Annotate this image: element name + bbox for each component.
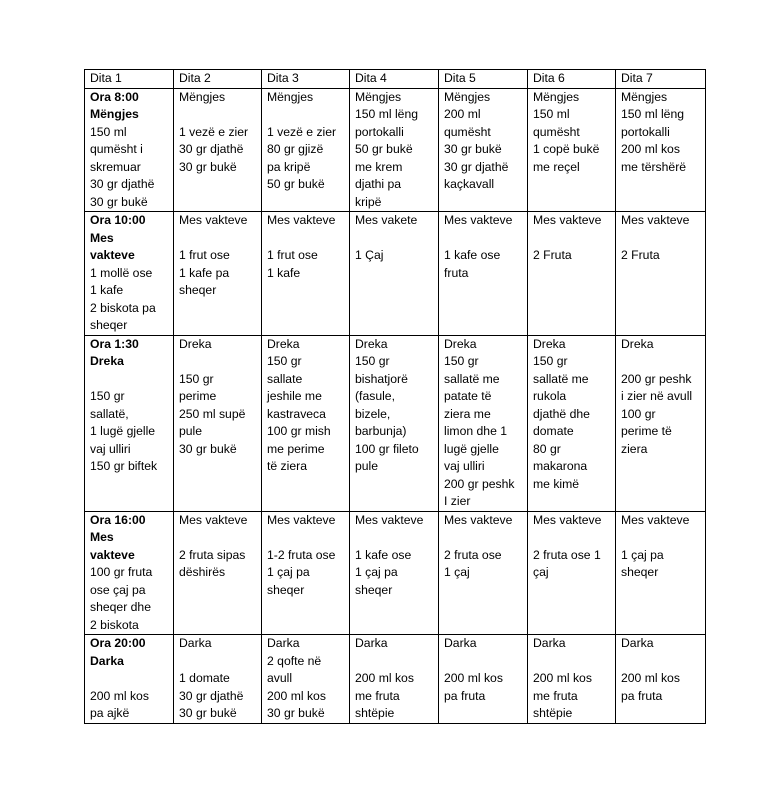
cell-line: 2 qofte në — [267, 653, 322, 668]
cell-line: 1 domate — [179, 671, 230, 685]
cell-line: shtëpie — [355, 706, 395, 720]
cell-line: qumësht — [444, 124, 491, 139]
cell-line: 2 Fruta — [621, 248, 660, 262]
cell-line — [444, 653, 525, 671]
cell-line: vakteve — [90, 547, 135, 562]
cell-line: rukola — [533, 389, 567, 403]
cell-line: Darka — [533, 636, 566, 650]
meal-time-cell — [85, 88, 174, 212]
cell-line: 2 fruta ose 1 — [533, 547, 601, 562]
meal-cell — [174, 88, 262, 212]
cell-line: sallatë, — [90, 406, 129, 421]
cell-line: Mes vakteve — [621, 512, 690, 527]
cell-line — [621, 529, 703, 547]
cell-line: 1 kafe — [267, 265, 301, 280]
cell-line: Mëngjes — [444, 89, 491, 104]
cell-line: Darka — [355, 636, 388, 650]
meal-cell — [350, 635, 439, 724]
cell-line: 150 gr — [267, 354, 302, 368]
cell-line: pa fruta — [621, 688, 663, 703]
cell-line: 150 gr — [90, 389, 125, 403]
meal-cell — [262, 212, 350, 336]
cell-line: avull — [267, 671, 293, 685]
cell-line: 200 ml — [444, 107, 481, 121]
cell-line: skremuar — [90, 159, 141, 174]
cell-line: pa ajkë — [90, 706, 130, 720]
cell-line: Darka — [621, 636, 654, 650]
cell-line: djathi pa — [355, 177, 402, 191]
cell-line: Dreka — [533, 336, 566, 351]
cell-line: 200 ml kos — [621, 671, 680, 685]
meal-cell — [616, 511, 706, 635]
meal-cell — [439, 212, 528, 336]
cell-line: Mëngjes — [267, 89, 314, 104]
cell-line — [355, 529, 436, 547]
cell-line: 50 gr bukë — [267, 177, 325, 191]
meal-time-cell — [85, 511, 174, 635]
cell-line: Darka — [444, 636, 477, 650]
cell-line: sallate — [267, 371, 303, 386]
cell-line: Mes vakteve — [621, 213, 690, 227]
cell-line — [267, 529, 347, 547]
cell-line: I zier — [444, 494, 471, 508]
cell-line: kaçkavall — [444, 177, 495, 191]
cell-line: Mes vakteve — [267, 512, 336, 527]
cell-line: 1-2 fruta ose — [267, 547, 336, 562]
cell-line: me fruta — [355, 688, 400, 703]
cell-line: (fasule, — [355, 389, 395, 403]
cell-line: kastraveca — [267, 406, 326, 421]
cell-line — [179, 106, 259, 124]
header-day-1: Dita 1 — [85, 70, 174, 89]
meal-cell — [174, 335, 262, 511]
cell-line: fruta — [444, 265, 469, 280]
cell-line: kripë — [355, 194, 382, 209]
meal-plan-body — [85, 70, 706, 724]
meal-plan-table — [84, 69, 706, 724]
cell-line: Mes — [90, 230, 114, 245]
cell-line: 1 çaj pa — [621, 547, 664, 562]
cell-line — [179, 653, 259, 671]
cell-line: portokalli — [355, 124, 404, 139]
cell-line: Mëngjes — [533, 89, 580, 104]
cell-line: perime të — [621, 424, 672, 438]
cell-line — [179, 353, 259, 371]
cell-line: Darka — [90, 653, 124, 668]
cell-line: 1 copë bukë — [533, 142, 600, 156]
header-day-4: Dita 4 — [350, 70, 439, 89]
cell-line: jeshile me — [267, 389, 322, 403]
meal-row — [85, 511, 706, 635]
meal-cell — [528, 212, 616, 336]
meal-row — [85, 212, 706, 336]
cell-line: 2 fruta ose — [444, 547, 502, 562]
cell-line: 1 frut ose — [179, 248, 230, 262]
cell-line: 1 Çaj — [355, 248, 384, 262]
cell-line — [90, 670, 171, 688]
cell-line — [444, 230, 525, 248]
meal-cell — [174, 511, 262, 635]
cell-line: vakteve — [90, 248, 135, 262]
cell-line: 2 biskota — [90, 617, 139, 632]
cell-line: 1 çaj pa — [267, 565, 310, 579]
meal-cell — [350, 88, 439, 212]
cell-line: 200 ml kos — [267, 688, 326, 703]
meal-cell — [439, 635, 528, 724]
cell-line: pa fruta — [444, 688, 486, 703]
cell-line: 1 lugë gjelle — [90, 424, 156, 438]
meal-cell — [262, 88, 350, 212]
meal-cell — [350, 335, 439, 511]
meal-cell — [262, 635, 350, 724]
cell-line: 30 gr djathë — [179, 142, 244, 156]
cell-line: perime — [179, 389, 217, 403]
cell-line — [621, 353, 703, 371]
cell-line: sheqer — [267, 582, 305, 597]
cell-line: 100 gr — [621, 406, 656, 421]
cell-line: 200 ml kos — [533, 671, 592, 685]
meal-cell — [616, 212, 706, 336]
cell-line: 100 gr mish — [267, 424, 331, 438]
cell-line: me kimë — [533, 476, 580, 491]
cell-line: 1 mollë ose — [90, 265, 153, 280]
meal-row — [85, 88, 706, 212]
cell-line: 30 gr bukë — [179, 159, 237, 174]
cell-line: Dreka — [621, 336, 654, 351]
cell-line — [179, 529, 259, 547]
cell-line: 2 fruta sipas — [179, 547, 246, 562]
cell-line: 1 kafe ose — [444, 248, 501, 262]
cell-line: sheqer — [90, 318, 128, 332]
cell-line: sheqer — [621, 565, 659, 579]
cell-line: 30 gr bukë — [179, 706, 237, 720]
cell-line: ziera me — [444, 406, 491, 421]
cell-line: 1 vezë e zier — [267, 124, 337, 139]
cell-line: 100 gr fruta — [90, 565, 153, 579]
cell-line: të ziera — [267, 459, 307, 473]
cell-line: i zier në avull — [621, 389, 693, 403]
cell-line: me tërshërë — [621, 159, 687, 174]
cell-line: Dreka — [444, 336, 477, 351]
cell-line: Mëngjes — [621, 89, 668, 104]
header-day-6: Dita 6 — [528, 70, 616, 89]
cell-line: sallatë me — [444, 371, 500, 386]
cell-line: 150 gr — [444, 354, 479, 368]
cell-line: 1 çaj — [444, 565, 470, 579]
cell-line: sheqer dhe — [90, 600, 151, 614]
cell-line: Mes vakteve — [179, 213, 248, 227]
meal-cell — [528, 335, 616, 511]
cell-line: 100 gr fileto — [355, 441, 419, 456]
cell-line: Mes vakteve — [444, 512, 513, 527]
cell-line: shtëpie — [533, 706, 573, 720]
cell-line: 150 gr — [533, 354, 568, 368]
meal-cell — [528, 635, 616, 724]
cell-line: 200 gr peshk — [444, 476, 515, 491]
cell-line: Ora 16:00 — [90, 512, 146, 527]
cell-line — [444, 529, 525, 547]
cell-line: 200 ml kos — [621, 142, 680, 156]
cell-line: Mëngjes — [90, 107, 139, 121]
header-row — [85, 70, 706, 89]
cell-line: çaj — [533, 565, 549, 579]
cell-line: 30 gr bukë — [90, 194, 148, 209]
cell-line: 150 ml lëng — [355, 107, 419, 121]
cell-line: 1 vezë e zier — [179, 124, 249, 139]
cell-line: sheqer — [179, 283, 217, 297]
meal-cell — [528, 511, 616, 635]
header-day-5: Dita 5 — [439, 70, 528, 89]
cell-line: Mes vakteve — [355, 512, 424, 527]
cell-line: 2 biskota pa — [90, 300, 156, 315]
header-day-3: Dita 3 — [262, 70, 350, 89]
cell-line: Mes vakteve — [533, 213, 602, 227]
cell-line: pa kripë — [267, 159, 311, 174]
cell-line: Ora 20:00 — [90, 636, 146, 650]
cell-line: Dreka — [179, 336, 212, 351]
cell-line: Dreka — [355, 336, 388, 351]
cell-line: 30 gr djathë — [179, 688, 244, 703]
cell-line: Mes vakteve — [267, 213, 336, 227]
cell-line: bishatjorë — [355, 371, 408, 386]
cell-line: me reçel — [533, 159, 580, 174]
cell-line: 200 ml kos — [444, 671, 503, 685]
cell-line — [179, 230, 259, 248]
meal-cell — [616, 88, 706, 212]
cell-line — [355, 230, 436, 248]
cell-line — [621, 230, 703, 248]
cell-line — [533, 653, 613, 671]
cell-line: qumësht — [533, 124, 580, 139]
meal-cell — [439, 511, 528, 635]
cell-line — [267, 106, 347, 124]
cell-line: barbunja) — [355, 424, 407, 438]
meal-cell — [439, 88, 528, 212]
cell-line: 1 kafe ose — [355, 547, 412, 562]
cell-line: portokalli — [621, 124, 670, 139]
cell-line: Darka — [267, 636, 300, 650]
cell-line: Mes — [90, 530, 114, 544]
cell-line: pule — [355, 459, 379, 473]
cell-line: 30 gr bukë — [444, 142, 502, 156]
cell-line — [90, 371, 171, 389]
cell-line: 1 kafe pa — [179, 265, 230, 280]
cell-line: djathë dhe — [533, 406, 590, 421]
meal-cell — [616, 335, 706, 511]
cell-line: Ora 8:00 — [90, 89, 139, 104]
cell-line: bizele, — [355, 406, 391, 421]
cell-line: 50 gr bukë — [355, 142, 413, 156]
cell-line: me perime — [267, 441, 325, 456]
cell-line: Dreka — [90, 354, 124, 368]
cell-line: qumësht i — [90, 142, 143, 156]
cell-line — [533, 230, 613, 248]
meal-cell — [262, 511, 350, 635]
cell-line: me fruta — [533, 688, 578, 703]
cell-line: 150 ml — [90, 124, 127, 139]
meal-time-cell — [85, 635, 174, 724]
meal-cell — [439, 335, 528, 511]
cell-line: 150 gr biftek — [90, 459, 158, 473]
cell-line: vaj ulliri — [444, 459, 485, 473]
cell-line: 200 ml kos — [90, 688, 149, 703]
cell-line: Ora 1:30 — [90, 336, 139, 351]
cell-line: 30 gr djathë — [444, 159, 509, 174]
meal-cell — [174, 212, 262, 336]
cell-line: 150 gr — [179, 371, 214, 386]
cell-line: sallatë me — [533, 371, 589, 386]
cell-line: limon dhe 1 — [444, 424, 508, 438]
cell-line: Darka — [179, 636, 212, 650]
meal-row — [85, 635, 706, 724]
cell-line: 250 ml supë — [179, 406, 246, 421]
cell-line: 30 gr bukë — [267, 706, 325, 720]
cell-line: Mes vakteve — [179, 512, 248, 527]
cell-line: 1 çaj pa — [355, 565, 398, 579]
cell-line: 150 gr — [355, 354, 390, 368]
meal-cell — [528, 88, 616, 212]
cell-line — [621, 653, 703, 671]
meal-cell — [350, 511, 439, 635]
meal-row — [85, 335, 706, 511]
cell-line: 1 frut ose — [267, 248, 318, 262]
cell-line: Mes vakteve — [444, 213, 513, 227]
meal-cell — [174, 635, 262, 724]
cell-line: 150 ml — [533, 107, 570, 121]
cell-line — [267, 230, 347, 248]
meal-cell — [616, 635, 706, 724]
cell-line: 200 gr peshk — [621, 371, 692, 386]
cell-line: ose çaj pa — [90, 582, 146, 597]
cell-line: vaj ulliri — [90, 441, 131, 456]
header-day-2: Dita 2 — [174, 70, 262, 89]
cell-line: lugë gjelle — [444, 441, 499, 456]
cell-line: me krem — [355, 159, 403, 174]
cell-line: ziera — [621, 441, 648, 456]
cell-line: 80 gr — [533, 441, 561, 456]
meal-time-cell — [85, 335, 174, 511]
cell-line — [533, 529, 613, 547]
meal-cell — [262, 335, 350, 511]
cell-line: 150 ml lëng — [621, 107, 685, 121]
cell-line — [355, 653, 436, 671]
cell-line: patate të — [444, 389, 492, 403]
cell-line: Mëngjes — [355, 89, 402, 104]
cell-line: 200 ml kos — [355, 671, 414, 685]
cell-line: 1 kafe — [90, 283, 124, 297]
cell-line: dëshirës — [179, 565, 226, 579]
cell-line: 2 Fruta — [533, 248, 572, 262]
cell-line: Mes vakteve — [533, 512, 602, 527]
cell-line: 30 gr djathë — [90, 177, 155, 191]
cell-line: Mes vakete — [355, 213, 418, 227]
cell-line: 30 gr bukë — [179, 441, 237, 456]
cell-line: domate — [533, 424, 574, 438]
cell-line: Dreka — [267, 336, 300, 351]
meal-cell — [350, 212, 439, 336]
meal-time-cell — [85, 212, 174, 336]
cell-line: Ora 10:00 — [90, 213, 146, 227]
cell-line: sheqer — [355, 582, 393, 597]
cell-line: 80 gr gjizë — [267, 142, 324, 156]
cell-line: makarona — [533, 459, 588, 473]
cell-line: pule — [179, 424, 203, 438]
cell-line: Mëngjes — [179, 89, 226, 104]
header-day-7: Dita 7 — [616, 70, 706, 89]
